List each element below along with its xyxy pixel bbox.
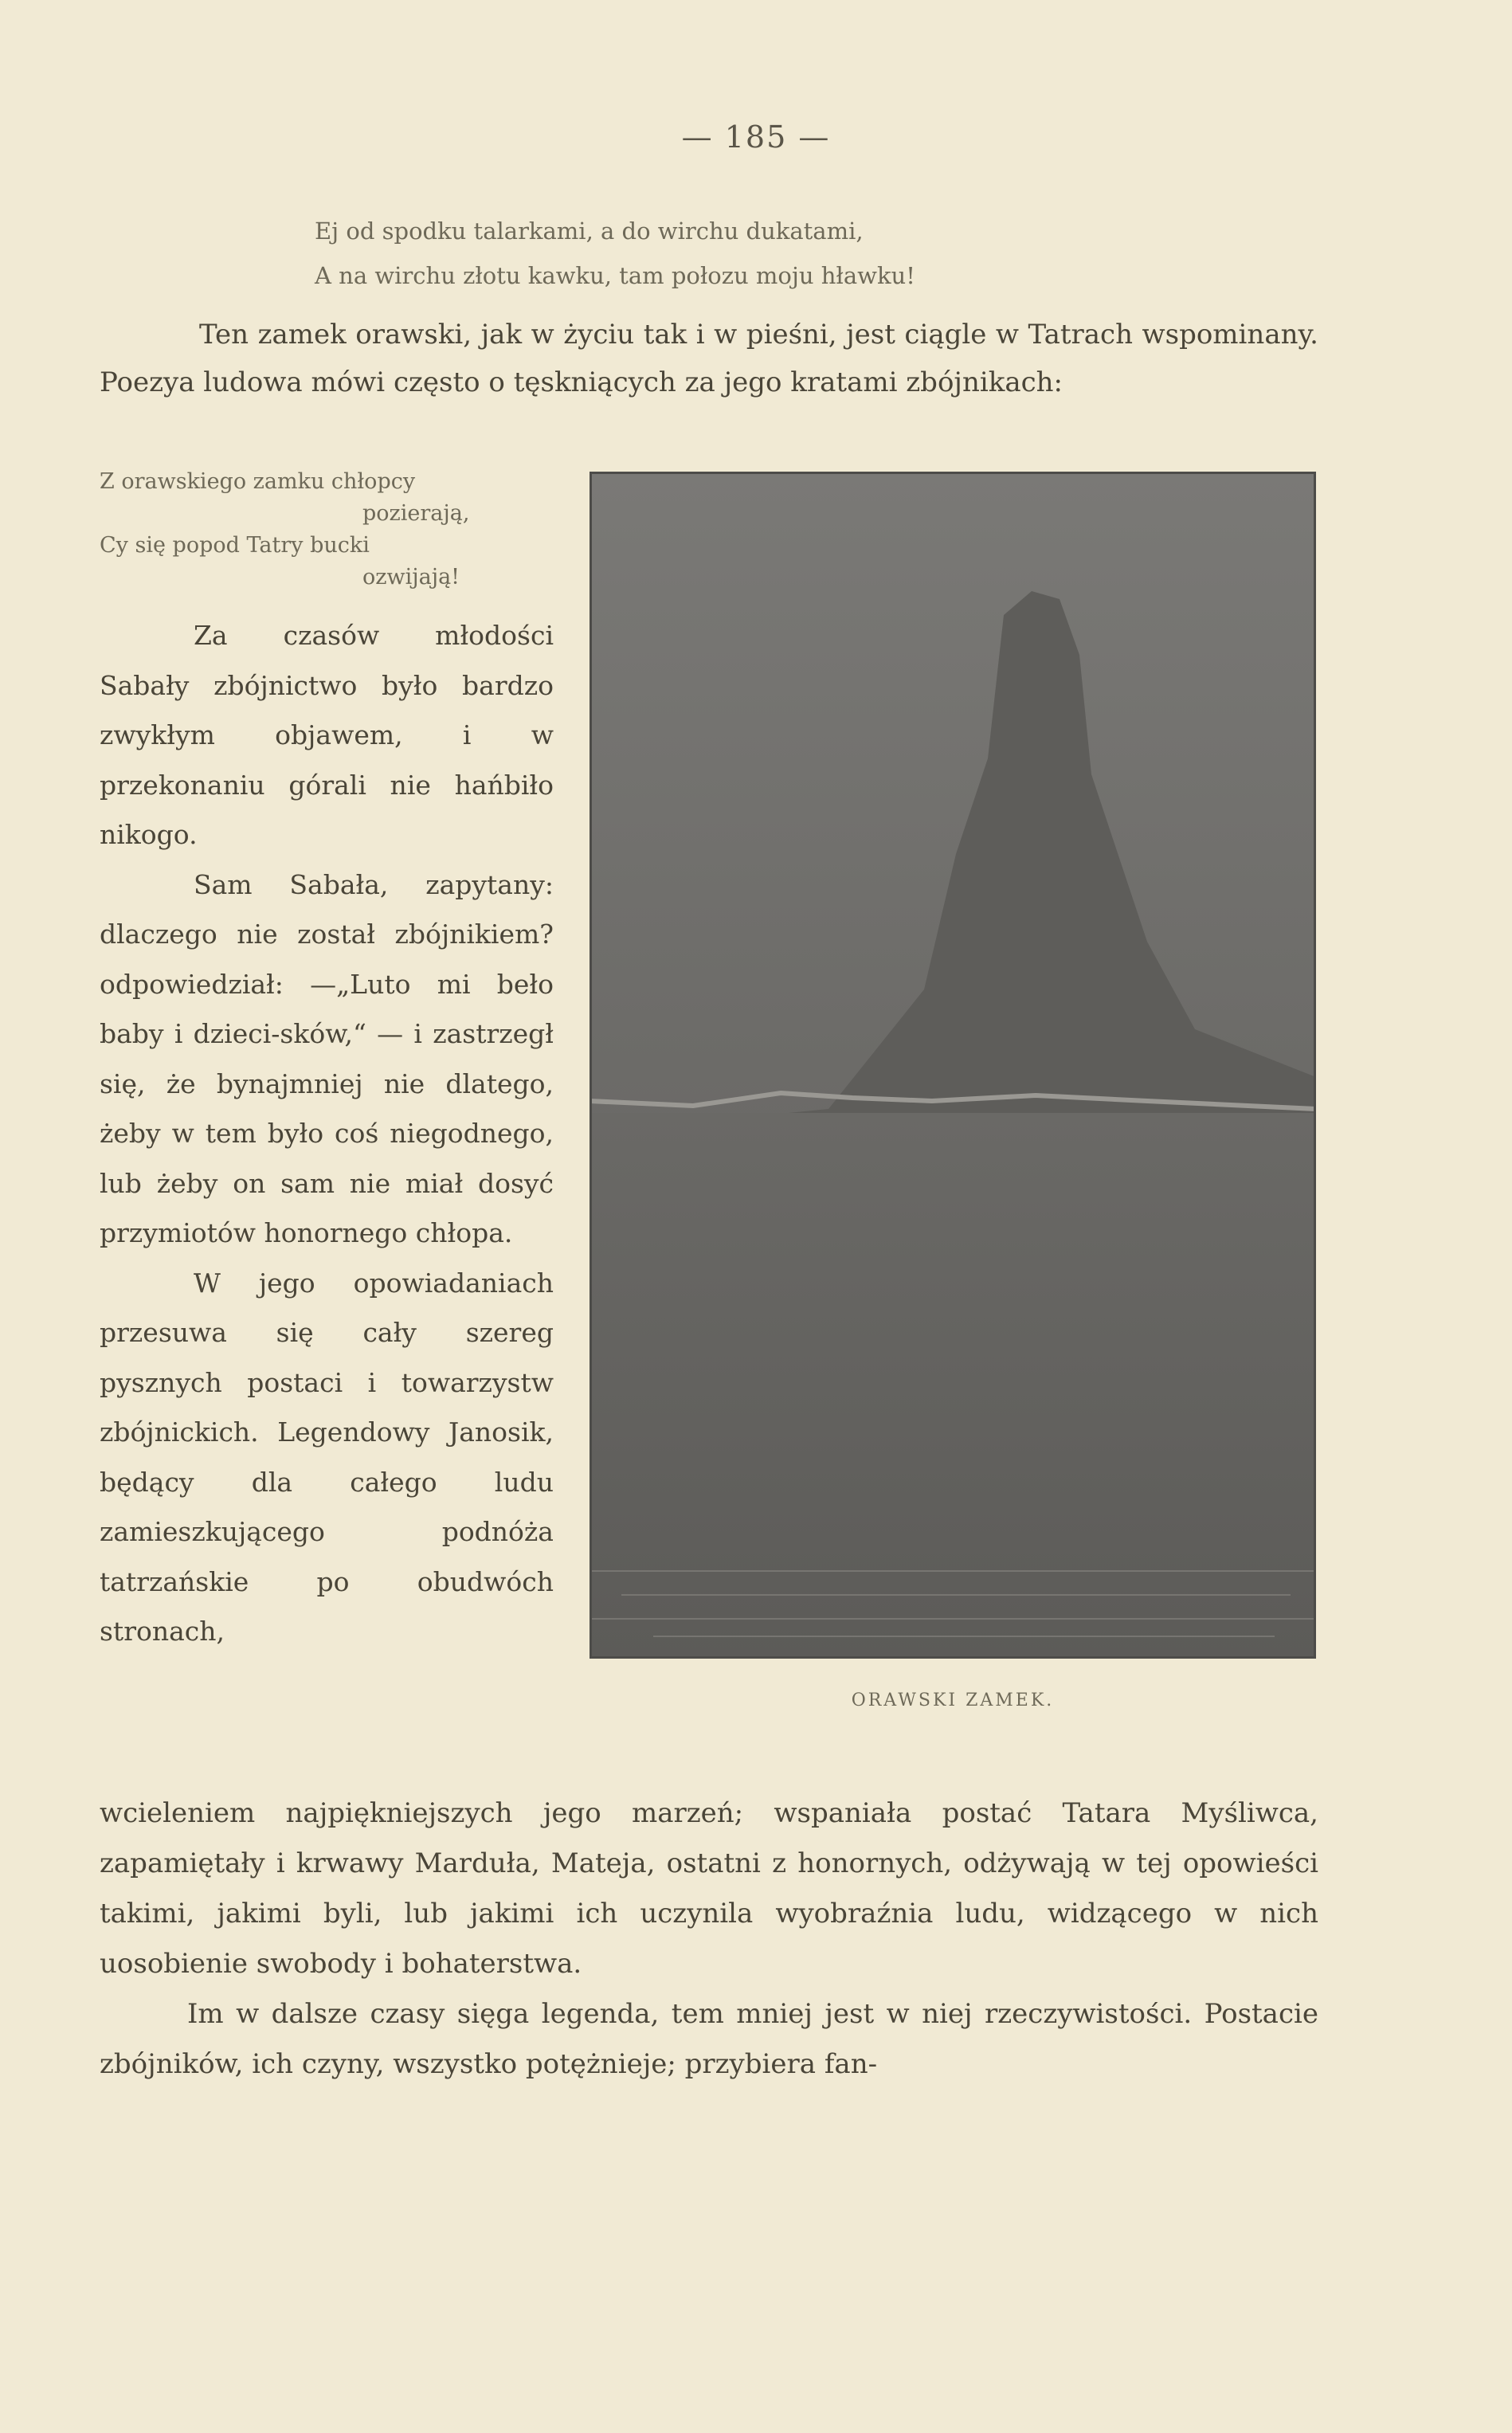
bottom-text — [100, 1789, 1318, 2090]
figure-caption: ORAWSKI ZAMEK. — [851, 1691, 1055, 1710]
paragraph: Za czasów młodości Sabały zbójnictwo było bardzo zwykłym objawem, i w przekonaniu górali nie hańbiło nikogo. — [100, 620, 554, 850]
paragraph: Im w dalsze czasy sięga legenda, tem mniej jest w niej rzeczywistości. Postacie zbójników, ich czyny, wszystko potężnieje; przybiera fan- — [100, 1998, 1318, 2080]
paragraph: wcieleniem najpiękniejszych jego marzeń; wspaniała postać Tatara Myśliwca, zapamiętały i krwawy Marduła, Mateja, ostatni z honornych, odżywają w tej opowieści takimi, jakimi byli, lub jakimi ich uczynila wyobraźnia ludu, widzącego w nich uosobienie swobody i bohaterstwa. — [100, 1797, 1318, 1980]
side-verse — [100, 466, 554, 594]
verse-line: Cy się popod Tatry bucki — [100, 533, 370, 558]
paragraph: W jego opowiadaniach przesuwa się cały szereg pysznych postaci i towarzystw zbójnickich. Legendowy Janosik, będący dla całego ludu zamieszkującego podnóża tatrzańskie po obudwóch stronach, — [100, 1267, 554, 1647]
castle-engraving — [590, 472, 1316, 1659]
verse-line: Z orawskiego zamku chłopcy — [100, 469, 416, 494]
page-number: — 185 — — [681, 119, 831, 155]
verse-line: Ej od spodku talarkami, a do wirchu dukatami, — [315, 217, 864, 245]
castle-illustration — [590, 472, 1316, 1659]
verse-top — [315, 209, 915, 298]
left-column — [100, 466, 554, 1657]
verse-line: ozwijają! — [362, 565, 460, 590]
paragraph: Sam Sabała, zapytany: dlaczego nie został zbójnikiem? odpowiedział: —„Luto mi beło baby i dzieci-sków,“ — i zastrzegł się, że bynajmniej nie dlatego, żeby w tem było coś niegodnego, lub żeby on sam nie miał dosyć przymiotów honornego chłopa. — [100, 868, 554, 1248]
verse-line: A na wirchu złotu kawku, tam połozu moju hławku! — [315, 262, 915, 289]
intro-paragraph: Ten zamek orawski, jak w życiu tak i w pieśni, jest ciągle w Tatrach wspominany. Poezya ludowa mówi często o tęskniących za jego kratami zbójnikach: — [100, 319, 1318, 398]
verse-line: pozierają, — [362, 501, 470, 526]
